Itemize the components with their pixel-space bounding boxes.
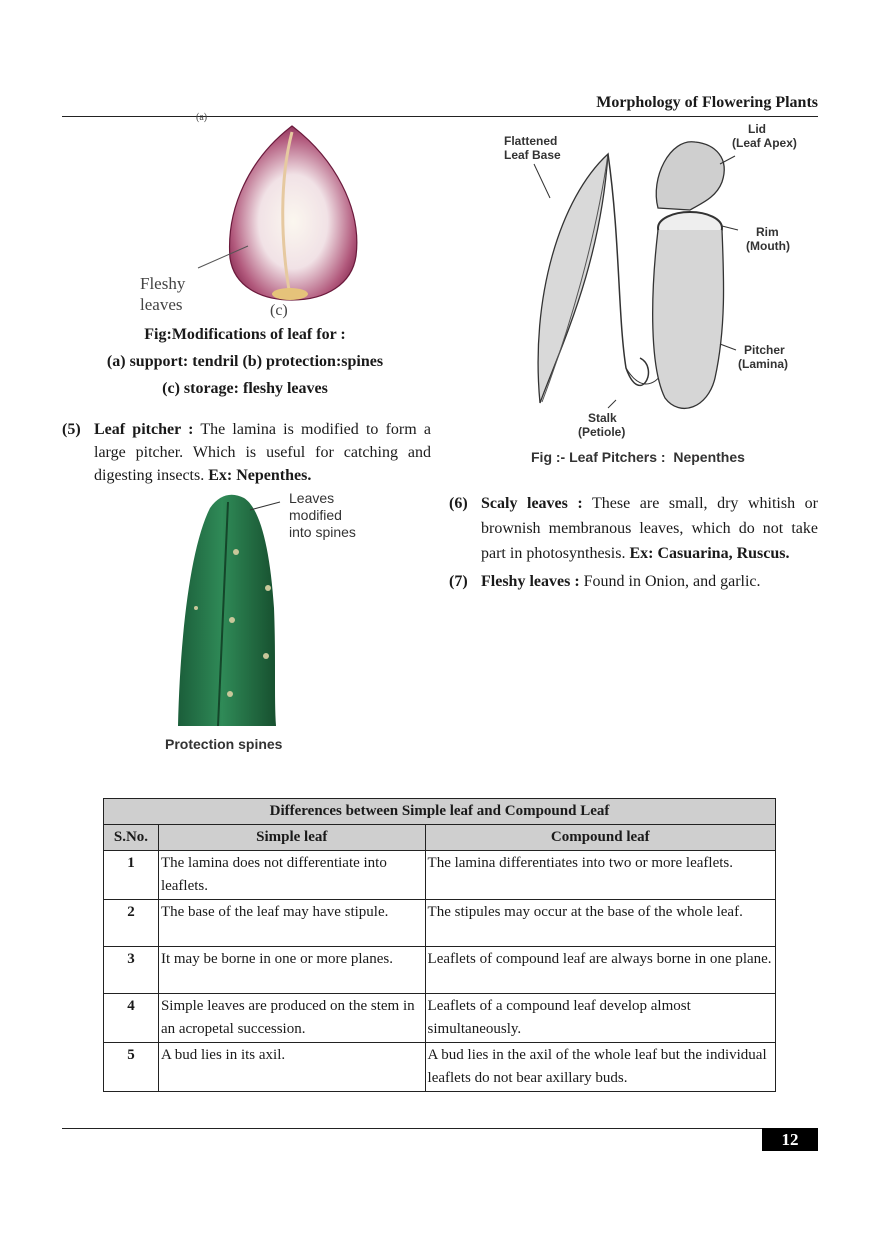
pitcher-lamina-label2: (Lamina) xyxy=(738,357,789,371)
pitcher-base-label2: Leaf Base xyxy=(504,148,561,162)
table-row xyxy=(104,994,776,1043)
spines-figure xyxy=(170,488,370,728)
table-cell-sno: 4 xyxy=(104,994,159,1043)
section-7-text: Found in Onion, and garlic. xyxy=(579,573,761,590)
table-row xyxy=(104,947,776,994)
onion-caption-line3: (c) storage: fleshy leaves xyxy=(162,380,328,397)
section-leaf-pitcher xyxy=(62,418,432,487)
footer-rule xyxy=(62,1128,818,1129)
table-cell-sno: 3 xyxy=(104,947,159,994)
pitcher-lid-label2: (Leaf Apex) xyxy=(732,136,797,150)
section-6-number: (6) xyxy=(449,495,468,512)
table-cell-sno: 5 xyxy=(104,1043,159,1092)
section-5-title: Leaf pitcher : xyxy=(94,421,194,438)
onion-sub-label: (c) xyxy=(270,302,288,319)
table-row xyxy=(104,1043,776,1092)
table-cell-simple: Simple leaves are produced on the stem in an acropetal succession. xyxy=(158,994,425,1043)
table-title-row xyxy=(104,799,776,825)
table-title: Differences between Simple leaf and Compound Leaf xyxy=(104,799,776,825)
section-7-title: Fleshy leaves : xyxy=(481,573,580,590)
page-number: 12 xyxy=(762,1128,818,1151)
pitcher-lamina-label1: Pitcher xyxy=(744,343,785,357)
table-cell-compound: The stipules may occur at the base of the whole leaf. xyxy=(425,900,775,947)
running-header: Morphology of Flowering Plants xyxy=(596,94,818,111)
fleshy-label-line2: leaves xyxy=(140,295,183,314)
table-cell-compound: The lamina differentiates into two or more leaflets. xyxy=(425,851,775,900)
fleshy-label-line1: Fleshy xyxy=(140,274,186,293)
section-6-text: These are small, dry whitish or brownish membranous leaves, which do not take part in photosynthesis. xyxy=(481,495,818,562)
table-cell-simple: It may be borne in one or more planes. xyxy=(158,947,425,994)
table-cell-sno: 2 xyxy=(104,900,159,947)
table-header-simple: Simple leaf xyxy=(158,825,425,851)
table-cell-simple: A bud lies in its axil. xyxy=(158,1043,425,1092)
header-rule xyxy=(62,116,818,117)
table-row xyxy=(104,851,776,900)
spines-caption: Protection spines xyxy=(165,736,283,752)
table-cell-compound: Leaflets of a compound leaf develop almost simultaneously. xyxy=(425,994,775,1043)
pitcher-lid-label1: Lid xyxy=(748,122,766,136)
table-header-row xyxy=(104,825,776,851)
section-5-text: The lamina is modified to form a large pitcher. Which is useful for catching and digesting insects. xyxy=(94,421,432,484)
section-6-example: Ex: Casuarina, Ruscus. xyxy=(629,545,790,562)
section-7-number: (7) xyxy=(449,573,468,590)
section-fleshy-leaves xyxy=(449,570,818,593)
pitcher-base-label1: Flattened xyxy=(504,134,558,148)
pitcher-rim-label2: (Mouth) xyxy=(746,239,790,253)
table-header-compound: Compound leaf xyxy=(425,825,775,851)
pitcher-rim-label1: Rim xyxy=(756,225,779,239)
table-cell-compound: A bud lies in the axil of the whole leaf but the individual leaflets do not bear axillary buds. xyxy=(425,1043,775,1092)
table-cell-sno: 1 xyxy=(104,851,159,900)
section-scaly-leaves xyxy=(449,491,818,566)
table-cell-simple: The lamina does not differentiate into leaflets. xyxy=(158,851,425,900)
section-5-number: (5) xyxy=(62,421,81,438)
simple-vs-compound-table xyxy=(103,798,776,1092)
section-6-title: Scaly leaves : xyxy=(481,495,583,512)
onion-caption-line2: (a) support: tendril (b) protection:spines xyxy=(106,353,384,370)
onion-corner-label: (a) xyxy=(196,112,208,123)
table-row xyxy=(104,900,776,947)
onion-figure xyxy=(130,112,380,324)
pitcher-caption: Fig :- Leaf Pitchers : Nepenthes xyxy=(531,449,745,465)
pitcher-illustration xyxy=(500,118,820,440)
table-header-sno: S.No. xyxy=(104,825,159,851)
table-cell-compound: Leaflets of compound leaf are always borne in one plane. xyxy=(425,947,775,994)
spines-label-line3: into spines xyxy=(289,524,356,540)
spines-label-line1: Leaves xyxy=(289,490,335,506)
pitcher-figure xyxy=(500,118,820,440)
onion-caption-line1: Fig:Modifications of leaf for : xyxy=(144,326,346,343)
section-5-example: Ex: Nepenthes. xyxy=(208,467,312,484)
table-cell-simple: The base of the leaf may have stipule. xyxy=(158,900,425,947)
pitcher-stalk-label1: Stalk xyxy=(588,411,617,425)
spines-label-line2: modified xyxy=(289,507,342,523)
pitcher-stalk-label2: (Petiole) xyxy=(578,425,626,439)
